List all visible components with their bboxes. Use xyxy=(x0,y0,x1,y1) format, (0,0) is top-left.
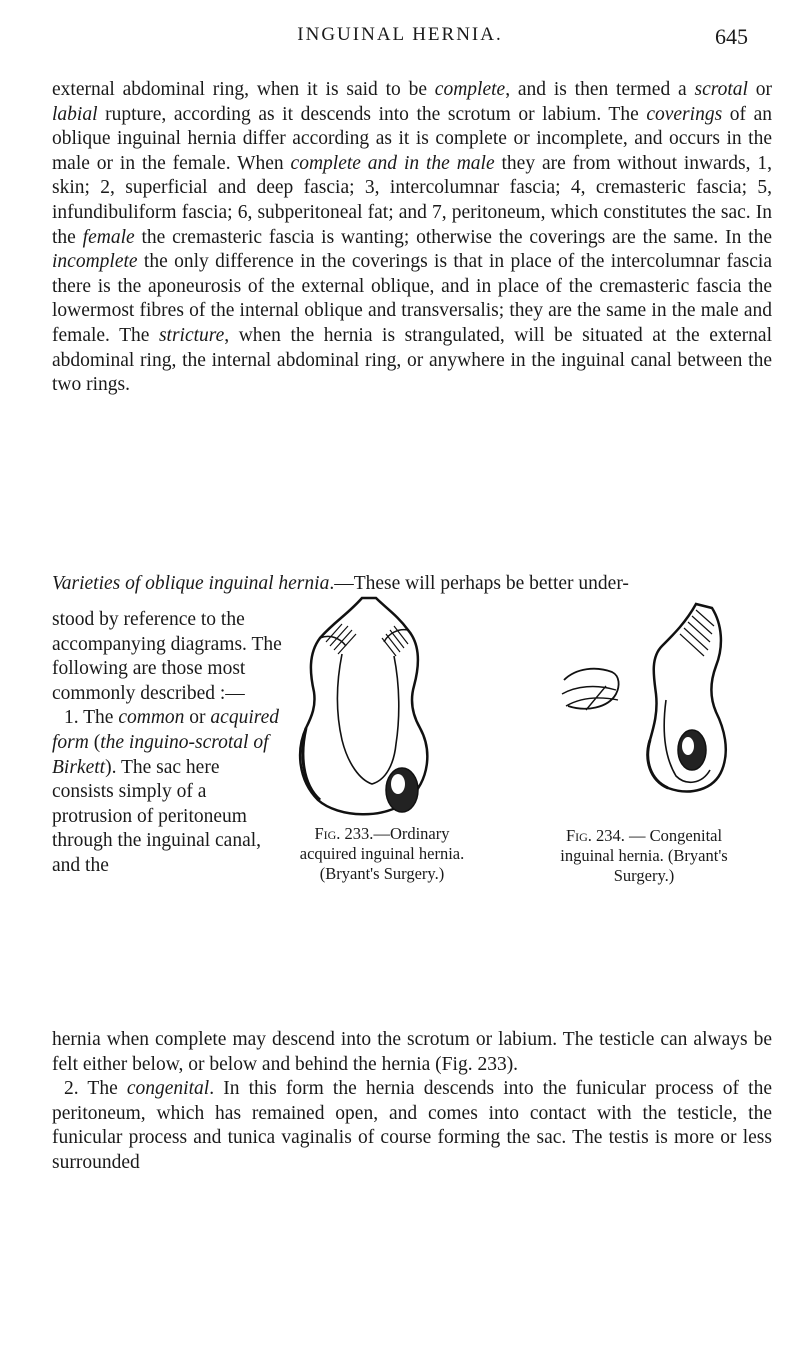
paragraph-varieties-heading: Varieties of oblique inguinal hernia.—These will perhaps be better under- xyxy=(52,573,629,594)
page-number: 645 xyxy=(715,24,748,49)
list-item-common-form: 1. The common or acquired form (the inguino-scrotal of Birkett). The sac here consists simply of a protrusion of peritoneum through the inguinal canal, and the xyxy=(52,707,280,876)
paragraph-diagrams: stood by reference to the accompanying diagrams. The following are those most commonly described :— xyxy=(52,609,282,704)
hernia-sac-drawing xyxy=(290,594,450,826)
paragraph-coverings: external abdominal ring, when it is said to be complete, and is then termed a scrotal or labial rupture, according as it descends into the scrotum or labium. The coverings of an oblique inguinal hernia differ according as it is complete or incomplete, and occurs in the male or in the female. When complete and in the male they are from without inwards, 1, skin; 2, superficial and deep fascia; 3, intercolumnar fascia; 4, cremasteric fascia; 5, infundibuliform fascia; 6, subperitoneal fat; and 7, peritoneum, which constitutes the sac. In the female the cremasteric fascia is wanting; otherwise the coverings are the same. In the incomplete the only difference in the coverings is that in place of the intercolumnar fascia there is the aponeurosis of the external oblique, and in place of the cremasteric fascia the lowermost fibres of the internal oblique and transversalis; they are the same in the male and female. The stricture, when the hernia is strangulated, will be situated at the external abdominal ring, the internal abdominal ring, or anywhere in the inguinal canal between the two rings. xyxy=(52,79,773,396)
running-title: INGUINAL HERNIA. xyxy=(297,24,503,45)
narrow-column-text xyxy=(52,608,284,879)
congenital-hernia-drawing xyxy=(546,600,736,796)
figure-233-caption: Fig. 233.—Ordinary acquired inguinal hernia. (Bryant's Surgery.) xyxy=(299,824,465,883)
figure-234-caption: Fig. 234. — Congenital inguinal hernia. (Bryant's Surgery.) xyxy=(560,826,728,885)
paragraph-testicle: hernia when complete may descend into the scrotum or labium. The testicle can always be felt either below, or below and behind the hernia (Fig. 233). xyxy=(52,1029,772,1075)
figure-233-illustration xyxy=(290,594,450,826)
paragraph-continued xyxy=(52,1028,772,1176)
list-item-congenital: 2. The congenital. In this form the hernia descends into the funicular process of the peritoneum, which has remained open, and comes into contact with the testicle, the funicular process and tunica vaginalis of course forming the sac. The testis is more or less surrounded xyxy=(52,1078,772,1173)
figure-234-illustration xyxy=(546,600,736,796)
